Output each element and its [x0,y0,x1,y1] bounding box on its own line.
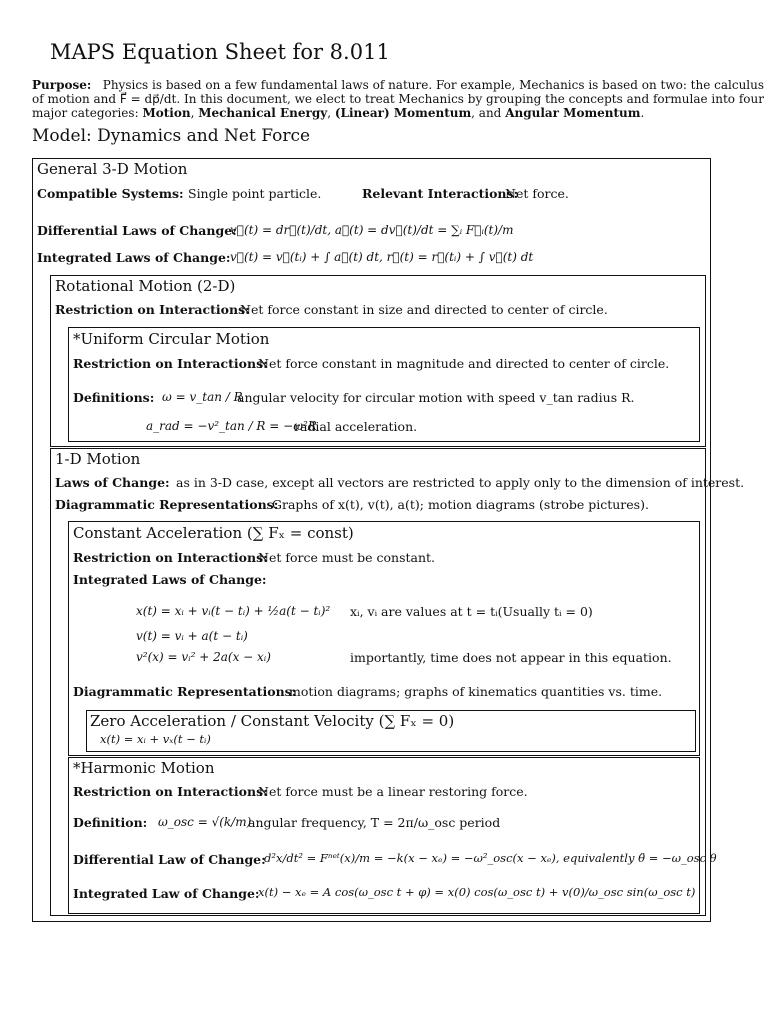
harmonic-heading: *Harmonic Motion [73,759,215,777]
category-motion: Motion [142,106,191,120]
rot-restr-value: Net force constant in size and directed to center of circle. [240,302,608,317]
ca-eq3-note: importantly, time does not appear in this equation. [350,650,672,665]
purpose-text-3: major categories: [32,106,143,120]
ucm-heading: *Uniform Circular Motion [73,330,270,348]
oned-diag-label: Diagrammatic Representations: [55,497,279,512]
int-laws-label: Integrated Laws of Change: [37,250,231,265]
arad-desc: radial acceleration. [294,419,418,434]
relevant-value: Net force. [505,186,569,201]
sep: , [190,106,199,120]
category-angular-momentum: Angular Momentum [505,106,641,120]
sep: , and [471,106,506,120]
ca-restr-label: Restriction on Interactions: [73,550,268,565]
ucm-restr-label: Restriction on Interactions: [73,356,268,371]
hm-def-eq: ω_osc = √(k/m) [158,815,252,829]
rotational-heading: Rotational Motion (2-D) [55,277,236,295]
oned-diag-value: Graphs of x(t), v(t), a(t); motion diagrams (strobe pictures). [272,497,649,512]
purpose-label: Purpose: [32,78,92,92]
purpose-text-2: of motion and F⃗ = dp⃗/dt. In this document, we elect to treat Mechanics by grouping the concepts and formulae into four [32,92,764,106]
hm-def-label: Definition: [73,815,148,830]
ca-eq1: x(t) = xᵢ + vᵢ(t − tᵢ) + ½a(t − tᵢ)² [136,604,331,618]
ca-eq1-note: xᵢ, vᵢ are values at t = tᵢ(Usually tᵢ = 0) [350,604,593,619]
ucm-restr-value: Net force constant in magnitude and directed to center of circle. [258,356,670,371]
int-laws-eq: v⃗(t) = v⃗(tᵢ) + ∫ a⃗(t) dt, r⃗(t) = r⃗(tᵢ) + ∫ v⃗(t) dt [230,250,534,264]
const-acc-heading: Constant Acceleration (∑ Fₓ = const) [73,524,354,542]
omega-eq: ω = v_tan / R [162,390,243,404]
compat-label: Compatible Systems: [37,186,184,201]
model-heading: Model: Dynamics and Net Force [32,126,311,146]
purpose-text-1: Physics is based on a few fundamental laws of nature. For example, Mechanics is based on two: the calculus [102,78,765,92]
zero-acc-heading: Zero Acceleration / Constant Velocity (∑ Fₓ = 0) [90,712,455,730]
general-heading: General 3-D Motion [37,160,188,178]
ca-diag-value: motion diagrams; graphs of kinematics quantities vs. time. [289,684,663,699]
ca-int-label: Integrated Laws of Change: [73,572,267,587]
oned-laws-value: as in 3-D case, except all vectors are restricted to apply only to the dimension of interest. [176,475,745,490]
sep: . [640,106,645,120]
diff-laws-label: Differential Laws of Change: [37,223,237,238]
purpose-line-3 [32,106,644,120]
ca-restr-value: Net force must be constant. [258,550,436,565]
zero-acc-eq: x(t) = xᵢ + vₓ(t − tᵢ) [100,732,211,746]
oned-laws-label: Laws of Change: [55,475,170,490]
compat-row [37,186,184,201]
hm-def-desc: angular frequency, T = 2π/ω_osc period [248,815,501,830]
hm-int-label: Integrated Law of Change: [73,886,260,901]
oned-heading: 1-D Motion [55,450,141,468]
ca-eq3: v²(x) = vᵢ² + 2a(x − xᵢ) [136,650,271,664]
hm-int-eq: x(t) − xₑ = A cos(ω_osc t + φ) = x(0) cos(ω_osc t) + v(0)/ω_osc sin(ω_osc t) [258,885,696,899]
omega-desc: angular velocity for circular motion with speed v_tan radius R. [237,390,635,405]
ca-eq2: v(t) = vᵢ + a(t − tᵢ) [136,629,248,643]
ca-diag-label: Diagrammatic Representations: [73,684,297,699]
hm-diff-label: Differential Law of Change: [73,852,266,867]
arad-eq: a_rad = −v²_tan / R = −ω²R [146,419,317,433]
relevant-label: Relevant Interactions: [362,186,519,201]
compat-value: Single point particle. [188,186,322,201]
category-energy: Mechanical Energy [198,106,328,120]
diff-laws-eq: v⃗(t) = dr⃗(t)/dt, a⃗(t) = dv⃗(t)/dt = ∑ᵢ F⃗ᵢ(t)/m [230,223,514,237]
rot-restr-label: Restriction on Interactions: [55,302,250,317]
hm-restr-label: Restriction on Interactions: [73,784,268,799]
purpose-line-1 [32,78,764,92]
ucm-def-label: Definitions: [73,390,155,405]
category-momentum: (Linear) Momentum [334,106,472,120]
hm-restr-value: Net force must be a linear restoring force. [258,784,528,799]
hm-diff-eq: d²x/dt² = Fⁿᵉᵗ(x)/m = −k(x − xₑ) = −ω²_osc(x − xₑ), equivalently θ̈ = −ω_osc θ [264,851,717,865]
page-title: MAPS Equation Sheet for 8.011 [50,40,390,64]
sep: , [327,106,335,120]
